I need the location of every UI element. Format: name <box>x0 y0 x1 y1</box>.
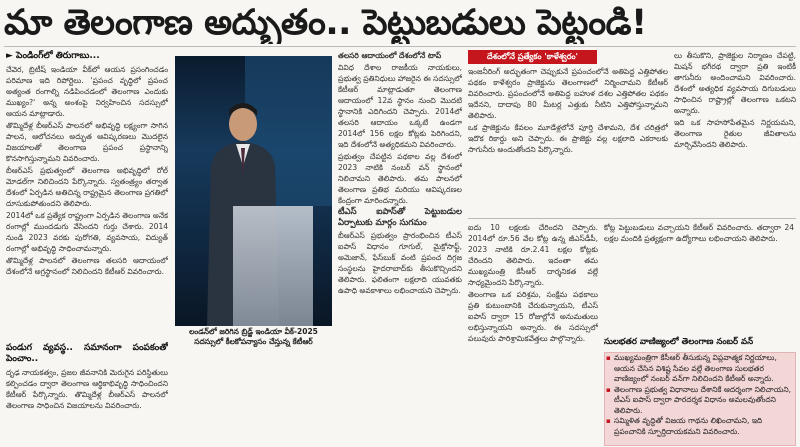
column-left-subhead: ► పెండింగ్‌లో తిరుగాబు... <box>6 51 100 61</box>
list-item: ▪ సమ్మిళిత వృద్ధితో విజయ గాథను లిఖించామని, ఇది ప్రపంచానికి స్ఫూర్తిదాయకమని వివరించారు. <box>606 416 792 437</box>
paragraph: బీఆర్‌ఎస్ ప్రభుత్వంలో తెలంగాణ అభివృద్ధిలో రోల్ మోడల్‌గా నిలిచిందని పేర్కొన్నారు. స్వతంత్ర్యం తర్వాత దేశంలో ఏర్పడిన అతిచిన్న రాష్ట్రమైన తెలంగాణ ప్రగతిలో దూసుకుపోతుందని తెలిపారు. <box>6 166 168 208</box>
paragraph: ఇంజనీరింగ్ అద్భుతంగా చెప్పుకునే ప్రపంచంలోనే అతిపెద్ద ఎత్తిపోతల పథకం కాళేశ్వరం ప్రాజెక్టును తెలంగాణలో నిర్మించామని కేటీఆర్ వివరించారు. ప్రపంచంలోనే అతిపెద్ద బహుళ దశల ఎత్తిపోతల పథకం ఇదేనని, దాదాపు 80 మీటర్ల ఎత్తుకు నీటిని ఎత్తిపోస్తున్నామని తెలిపారు. <box>468 67 668 120</box>
paragraph: తెలంగాణ ఒక పరిశ్రమ, సంక్షేమ పథకాలు ప్రతి కుటుంబానికి చేరుకున్నాయని, టీఎస్ ఐపాస్ ద్వారా 15 రోజుల్లోనే అనుమతులు లభిస్తున్నాయని అన్నారు. ఈ సదస్సులో పలువురు పారిశ్రామికవేత్తలు పాల్గొన్నారు. <box>468 290 598 343</box>
paragraph: ఒక ప్రాజెక్టును కేవలం మూడేళ్లలోనే పూర్తి చేశామని, దేశ చరిత్రలో ఇదొక రికార్డు అని చెప్పారు. ఈ ప్రాజెక్టు వల్ల లక్షలాది ఎకరాలకు సాగునీరు అందుతోందని పేర్కొన్నారు. <box>468 123 668 154</box>
page-headline: మా తెలంగాణ అద్భుతం.. పెట్టుబడులు పెట్టండి! <box>4 3 647 43</box>
paragraph: లు తీసుకొని, ప్రాజెక్టుల నిర్మాణం చేపట్టి, మిషన్ భగీరథ ద్వారా ప్రతి ఇంటికీ తాగునీరు అందించామని వివరించారు. దేశంలో అత్యధిక వ్యవసాయ దిగుబడులు సాధించిన రాష్ట్రాల్లో తెలంగాణ ఒకటని అన్నారు. <box>674 51 796 115</box>
section-heading: తలసరి ఆదాయంలో దేశంలోనే టాప్ <box>338 51 442 60</box>
paragraph: చేవెర, బ్రిటీష్ ఇండియా వీక్‌లో ఆయన ప్రసంగించడం పరిమాణ ఇది రిపోర్టెలు. 'ప్రపంచ వృద్ధిలో ప్రపంచ అత్యంత రంగాల్ని నడిపించడంలో తెలంగాణ ఎందుకు ముఖ్యం?' అన్న అంశంపై నిర్వహించిన సదస్సులో ఆయన మాట్లాడారు. <box>6 65 168 118</box>
column-right-lower <box>604 222 794 330</box>
headline-divider <box>4 46 796 47</box>
paragraph: వివిధ దేశాల రాజకీయ నాయకులు, ప్రభుత్వ ప్రతినిధులు హాజరైన ఈ సదస్సులో కేటీఆర్ మాట్లాడుతూ తెలంగాణ ఆదాయంలో 12వ స్థానం నుంచి మొదటి స్థానానికి ఎదిగిందని చెప్పారు. 2014లో తలసరి ఆదాయం ఒక్కటే ఉండగా 2014లో 156 లక్షల కోట్లకు పెరిగిందని, ఇది దేశంలోనే అత్యధికమని వివరించారు. <box>338 63 462 149</box>
paragraph: 2014లో ఒక ప్రత్యేక రాష్ట్రంగా ఏర్పడిన తెలంగాణ అనేక రంగాల్లో ముందడుగు వేసిందని గుర్తు చేశారు. 2014 నుండి 2023 వరకు పురోగతి, వ్యవసాయ, విద్యుత్ రంగాల్లో అభివృద్ధి సాధించామన్నారు. <box>6 211 168 253</box>
column-left-lower <box>6 342 168 444</box>
paragraph: తొమ్మిదేళ్ల బీఆర్‌ఎస్ పాలనలో అభివృద్ధి లక్ష్యంగా సాగిన పాలన, ఆలోచనలు అద్భుత ఆవిష్కరణలు మొదలైన విజయాలతో తెలంగాణ ప్రపంచ ప్రస్థానాన్ని కొనసాగిస్తున్నామని వివరించారు. <box>6 121 168 163</box>
paragraph: దృఢ నాయకత్వం, ప్రజల జీవనానికి మెరుగైన పరిస్థితులు కల్పించడం ద్వారా తెలంగాణ ఆర్థికాభివృద్ధి సాధించిందని కేటీఆర్ పేర్కొన్నారు. తొమ్మిదేళ్ల బీఆర్‌ఎస్ పాలనలో తెలంగాణ సాధించిన విజయాలను వివరించారు. <box>6 368 168 410</box>
box-divider <box>468 218 796 219</box>
paragraph: తొమ్మిదేళ్ల పాలనలో తెలంగాణ తలసరి ఆదాయంలో దేశంలోనే అగ్రస్థానంలో నిలిచిందని కేటీఆర్ వివరించారు. <box>6 256 168 276</box>
paragraph: ఐదు 10 లక్షలకు చేరిందని చెప్పారు. 2014లో రూ.56 వేల కోట్ల ఉన్న జీఎస్‌డీపీ, 2023 నాటికి రూ.2.41 లక్షల కోట్లకు చేరిందని తెలిపారు. ఇదంతా తమ ముఖ్యమంత్రి కేసీఆర్ దార్శనికత వల్లే సాధ్యమైందని పేర్కొన్నారు. <box>468 223 598 287</box>
box-title: దేశంలోనే ప్రత్యేకం 'కాళేశ్వరం' <box>468 50 597 64</box>
section-heading: టీఎస్ ఐపాస్‌తో పెట్టుబడుల ఏర్పాటుకు మార్గం సుగమం <box>338 207 462 228</box>
photo-caption: లండన్‌లో జరిగిన బ్రిడ్జ్ ఇండియా వీక్-2025 సదస్సులో కీలకోపన్యాసం చేస్తున్న కేటీఆర్ <box>189 327 318 346</box>
column-lower-middle <box>468 222 598 444</box>
paragraph: బీఆర్‌ఎస్ ప్రభుత్వం ప్రారంభించిన టీఎస్ ఐపాస్ విధానం గూగుల్, మైక్రోసాఫ్ట్, అమెజాన్, ఫేస్‌బుక్ వంటి ప్రపంచ దిగ్గజ సంస్థలను హైదరాబాద్‌కు తీసుకొచ్చిందని తెలిపారు. ఫలితంగా లక్షలాది యువతకు ఉపాధి అవకాశాలు లభించాయని చెప్పారు. <box>338 231 462 295</box>
column-left <box>6 50 168 340</box>
highlights-list <box>606 353 792 437</box>
paragraph: ఇది ఒక సాహసోపేతమైన నిర్ణయమని, తెలంగాణ రైతుల జీవితాలను మార్చివేసిందని తెలిపారు. <box>674 118 796 149</box>
column-left-subhead-2: పండుగ వ్యవస్థ.. సమానంగా పంపకంతో పెంచాం.. <box>6 343 168 364</box>
list-item: ▪ ముఖ్యమంత్రిగా కేసీఆర్ తీసుకున్న విప్లవాత్మక నిర్ణయాలు, ఆయన చేసిన విశిష్ట సేవల వల్లే తెలంగాణ సులభతర వాణిజ్యంలో నంబర్ వన్‌గా నిలిచిందని కేటీఆర్ అన్నారు. <box>606 353 792 385</box>
highlights-title: సులభతర వాణిజ్యంలో తెలంగాణ నంబర్ వన్ <box>604 337 754 347</box>
list-item: ▪ తెలంగాణ ప్రభుత్వ విధానాలు దేశానికే ఆదర్శంగా నిలిచాయని, టీఎస్ ఐపాస్ ద్వారా పారదర్శక విధానం అమలవుతోందని తెలిపారు. <box>606 385 792 417</box>
paragraph: ప్రభుత్వం చేపట్టిన పథకాల వల్ల దేశంలో 2023 నాటికి నంబర్ వన్ స్థానంలో నిలిచామని తెలిపారు. తమ పాలనలో తెలంగాణ ప్రతిభ మరియు ఆవిష్కరణల కేంద్రంగా మారిందన్నారు. <box>338 152 462 205</box>
podium <box>233 206 313 326</box>
paragraph: కోట్ల పెట్టుబడులు వచ్చాయని కేటీఆర్ వివరించారు. తద్వారా 24 లక్షల మందికి ప్రత్యక్షంగా ఉద్యోగాలు లభించాయని తెలిపారు. <box>604 223 794 243</box>
photo-ktr-speaking <box>175 56 332 326</box>
column-middle <box>338 50 462 372</box>
